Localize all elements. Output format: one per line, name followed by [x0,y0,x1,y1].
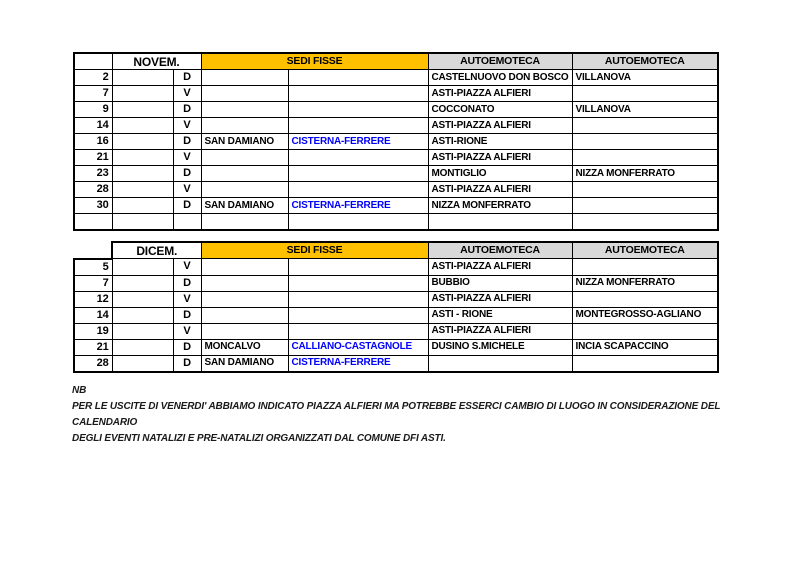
sede-fissa-2-cell [288,150,428,166]
day-cell: 28 [74,182,112,198]
sede-fissa-2-cell [288,86,428,102]
spacer-cell [112,182,173,198]
sede-fissa-1-cell [201,86,288,102]
calendar-row [74,214,718,231]
autoemoteca-2-cell: VILLANOVA [572,70,718,86]
november-sedi-fisse-header: SEDI FISSE [201,53,428,70]
day-cell: 21 [74,339,112,355]
sede-fissa-1-cell [201,182,288,198]
weekday-letter-cell: D [173,307,201,323]
autoemoteca-1-cell: COCCONATO [428,102,572,118]
calendar-row [74,275,718,291]
sede-fissa-1-cell [201,166,288,182]
spacer-cell [112,307,173,323]
weekday-letter-cell: D [173,355,201,372]
spacer-cell [112,102,173,118]
day-cell: 7 [74,86,112,102]
autoemoteca-1-cell: ASTI-PIAZZA ALFIERI [428,323,572,339]
calendar-row [74,291,718,307]
day-cell: 21 [74,150,112,166]
calendar-row [74,307,718,323]
day-cell: 2 [74,70,112,86]
note-line-2: DEGLI EVENTI NATALIZI E PRE-NATALIZI ORGANIZZATI DAL COMUNE DFI ASTI. [72,433,446,444]
weekday-letter-cell: V [173,150,201,166]
calendar-row [74,198,718,214]
calendar-row [74,70,718,86]
spacer-cell [112,150,173,166]
sede-fissa-1-cell [201,214,288,231]
spacer-cell [112,323,173,339]
day-cell [74,214,112,231]
weekday-letter-cell: D [173,275,201,291]
autoemoteca-2-cell: NIZZA MONFERRATO [572,275,718,291]
sede-fissa-1-cell [201,118,288,134]
autoemoteca-1-cell: CASTELNUOVO DON BOSCO [428,70,572,86]
december-table [73,241,719,373]
calendar-row [74,150,718,166]
autoemoteca-1-cell: ASTI - RIONE [428,307,572,323]
autoemoteca-1-cell: ASTI-PIAZZA ALFIERI [428,259,572,276]
december-month-header: DICEM. [112,242,201,259]
autoemoteca-2-cell [572,259,718,276]
sede-fissa-2-cell [288,259,428,276]
december-autoemoteca-header-1: AUTOEMOTECA [428,242,572,259]
day-cell: 14 [74,118,112,134]
day-cell: 19 [74,323,112,339]
autoemoteca-1-cell: ASTI-PIAZZA ALFIERI [428,86,572,102]
spacer-cell [112,198,173,214]
sede-fissa-1-cell [201,323,288,339]
autoemoteca-1-cell: MONTIGLIO [428,166,572,182]
december-sedi-fisse-header: SEDI FISSE [201,242,428,259]
autoemoteca-2-cell: INCIA SCAPACCINO [572,339,718,355]
calendar-row [74,134,718,150]
autoemoteca-2-cell [572,150,718,166]
note-title: NB [72,385,87,396]
spacer-cell [112,118,173,134]
weekday-letter-cell: V [173,259,201,276]
note-block [72,383,762,447]
december-autoemoteca-header-2: AUTOEMOTECA [572,242,718,259]
spacer-cell [112,291,173,307]
sede-fissa-1-cell: SAN DAMIANO [201,134,288,150]
november-table [73,52,719,231]
sede-fissa-1-cell: MONCALVO [201,339,288,355]
sede-fissa-1-cell: SAN DAMIANO [201,198,288,214]
day-cell: 28 [74,355,112,372]
day-cell: 9 [74,102,112,118]
autoemoteca-2-cell [572,86,718,102]
autoemoteca-2-cell [572,118,718,134]
sede-fissa-2-cell: CISTERNA-FERRERE [288,134,428,150]
december-header-row [74,242,718,259]
autoemoteca-2-cell: MONTEGROSSO-AGLIANO [572,307,718,323]
spacer-cell [112,86,173,102]
sede-fissa-2-cell: CALLIANO-CASTAGNOLE [288,339,428,355]
spacer-cell [112,214,173,231]
sede-fissa-2-cell [288,307,428,323]
weekday-letter-cell: V [173,323,201,339]
november-month-header: NOVEM. [112,53,201,70]
november-header-row [74,53,718,70]
autoemoteca-1-cell [428,355,572,372]
weekday-letter-cell: D [173,134,201,150]
calendar-row [74,118,718,134]
autoemoteca-1-cell: BUBBIO [428,275,572,291]
sede-fissa-2-cell [288,323,428,339]
november-autoemoteca-header-1: AUTOEMOTECA [428,53,572,70]
weekday-letter-cell: V [173,182,201,198]
day-cell: 23 [74,166,112,182]
spacer-cell [112,134,173,150]
spacer-cell [112,355,173,372]
autoemoteca-1-cell: ASTI-PIAZZA ALFIERI [428,291,572,307]
calendar-row [74,323,718,339]
sede-fissa-1-cell [201,259,288,276]
calendar-row [74,355,718,372]
weekday-letter-cell: D [173,102,201,118]
sede-fissa-1-cell [201,307,288,323]
autoemoteca-2-cell [572,182,718,198]
autoemoteca-2-cell [572,198,718,214]
autoemoteca-1-cell [428,214,572,231]
day-cell: 14 [74,307,112,323]
autoemoteca-2-cell [572,214,718,231]
weekday-letter-cell: V [173,86,201,102]
autoemoteca-1-cell: ASTI-PIAZZA ALFIERI [428,150,572,166]
sede-fissa-1-cell [201,291,288,307]
calendar-row [74,102,718,118]
day-cell: 5 [74,259,112,276]
spacer-cell [112,259,173,276]
weekday-letter-cell: D [173,70,201,86]
november-corner-cell [74,53,112,70]
autoemoteca-1-cell: ASTI-PIAZZA ALFIERI [428,182,572,198]
autoemoteca-2-cell [572,355,718,372]
autoemoteca-1-cell: ASTI-RIONE [428,134,572,150]
sede-fissa-1-cell [201,275,288,291]
spacer-cell [112,275,173,291]
calendar-row [74,182,718,198]
sede-fissa-1-cell: SAN DAMIANO [201,355,288,372]
december-ghost-corner [74,242,112,259]
sede-fissa-2-cell [288,166,428,182]
sede-fissa-2-cell [288,291,428,307]
note-line-1: PER LE USCITE DI VENERDI' ABBIAMO INDICATO PIAZZA ALFIERI MA POTREBBE ESSERCI CAMBIO DI LUOGO IN CONSIDERAZIONE DEL CALENDARIO [72,401,721,428]
autoemoteca-2-cell [572,134,718,150]
autoemoteca-1-cell: DUSINO S.MICHELE [428,339,572,355]
day-cell: 16 [74,134,112,150]
november-autoemoteca-header-2: AUTOEMOTECA [572,53,718,70]
spacer-cell [112,70,173,86]
autoemoteca-1-cell: ASTI-PIAZZA ALFIERI [428,118,572,134]
sede-fissa-2-cell: CISTERNA-FERRERE [288,355,428,372]
day-cell: 12 [74,291,112,307]
autoemoteca-2-cell: NIZZA MONFERRATO [572,166,718,182]
weekday-letter-cell [173,214,201,231]
sede-fissa-1-cell [201,150,288,166]
calendar-row [74,339,718,355]
weekday-letter-cell: V [173,291,201,307]
autoemoteca-2-cell [572,291,718,307]
autoemoteca-2-cell: VILLANOVA [572,102,718,118]
spacer-cell [112,166,173,182]
sede-fissa-1-cell [201,102,288,118]
sede-fissa-2-cell [288,70,428,86]
calendar-row [74,259,718,276]
calendar-row [74,166,718,182]
day-cell: 7 [74,275,112,291]
sede-fissa-2-cell [288,102,428,118]
sede-fissa-2-cell [288,275,428,291]
day-cell: 30 [74,198,112,214]
spacer-cell [112,339,173,355]
weekday-letter-cell: V [173,118,201,134]
weekday-letter-cell: D [173,166,201,182]
autoemoteca-1-cell: NIZZA MONFERRATO [428,198,572,214]
sede-fissa-2-cell [288,182,428,198]
sede-fissa-2-cell: CISTERNA-FERRERE [288,198,428,214]
sede-fissa-1-cell [201,70,288,86]
weekday-letter-cell: D [173,198,201,214]
autoemoteca-2-cell [572,323,718,339]
sede-fissa-2-cell [288,214,428,231]
weekday-letter-cell: D [173,339,201,355]
sede-fissa-2-cell [288,118,428,134]
calendar-row [74,86,718,102]
